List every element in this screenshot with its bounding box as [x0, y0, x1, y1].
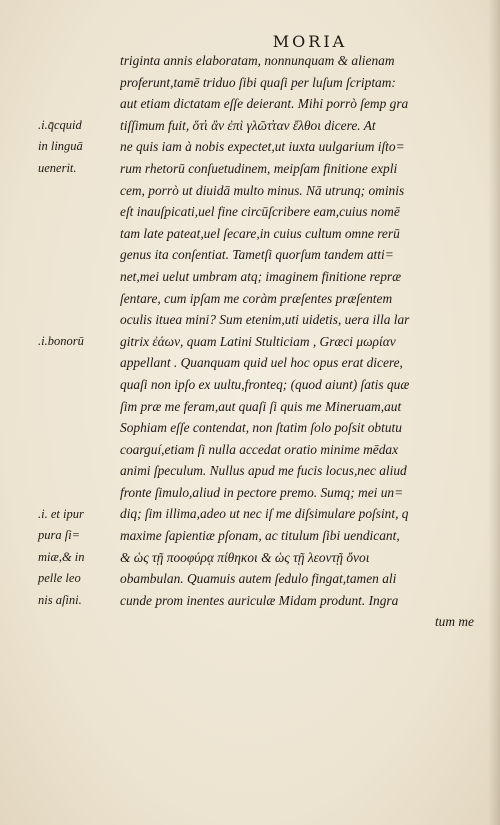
- margin-note-line: in linguā: [38, 139, 83, 154]
- margin-note: [38, 115, 118, 180]
- margin-note-line: .i. et ipur: [38, 506, 84, 521]
- text-line: proferunt,tamē triduo ſibi quaſi per luſum ſcriptam:: [120, 74, 396, 90]
- text-line: ſim præ me feram,aut quaſi ſi quis me Mineruam,aut: [120, 398, 402, 414]
- text-line: cunde prom inentes auriculæ Midam produnt. Ingra: [120, 592, 399, 608]
- margin-note-line: pura ſi=: [38, 528, 81, 543]
- margin-note: [38, 331, 118, 353]
- margin-note-line: miæ,& in: [38, 549, 85, 564]
- text-line: aut etiam dictatam eſſe deierant. Mihi porrò ſemp gra: [120, 96, 409, 112]
- text-line: genus ita conſentiat. Tametſi quorſum tandem atti=: [120, 247, 394, 263]
- margin-note-line: nis aſini.: [38, 592, 82, 607]
- main-text-block: [120, 50, 480, 633]
- text-line: tiſſimum fuit, ὅτ̓ι ἂν ἐπὶ γλῶτ̓ταν ἔλθοι dicere. At: [120, 117, 376, 133]
- margin-note-line: .i.bonorū: [38, 333, 84, 348]
- text-line: oculis ituea mini? Sum etenim,uti uidetis, uera illa lar: [120, 312, 410, 328]
- text-line: rum rhetorū conſuetudinem, meipſam finitione expli: [120, 160, 398, 176]
- text-line: diq; ſim illima,adeo ut nec iſ me diſsimulare poſsint, q: [120, 506, 409, 522]
- text-line: cem, porrò ut diuidā multo minus. Nā utrunq; ominis: [120, 182, 405, 198]
- running-head: MORIA: [272, 32, 348, 51]
- text-line: obambulan. Quamuis autem ſedulo fingat,tamen ali: [120, 571, 397, 587]
- text-line: & ὡς τῇ ποοφύρᾳ πίθηκοι & ὡς τῇ λεοντῇ ὄνοι: [120, 549, 370, 565]
- margin-note-line: .i.q̄cquid: [38, 117, 82, 132]
- text-line: net,mei uelut umbram atq; imaginem finitione repræ: [120, 268, 402, 284]
- text-line: coarguí,etiam ſi nulla accedat oratio minime mēdax: [120, 441, 399, 457]
- margin-note-line: pelle leo: [38, 571, 81, 586]
- text-line: gitrix ἐάων, quam Latini Stulticiam , Græci μωρίαν: [120, 333, 396, 349]
- text-line: appellant . Quanquam quid uel hoc opus erat dicere,: [120, 355, 403, 371]
- text-line: animi ſpeculum. Nullus apud me fucis locus,nec aliud: [120, 463, 407, 479]
- text-line: maxime ſapientiæ pſonam, ac titulum ſibi uendicant,: [120, 528, 400, 544]
- text-line: triginta annis elaboratam, nonnunquam & alienam: [120, 53, 395, 68]
- page-edge-shadow: [488, 0, 500, 825]
- text-line: eſt inauſpicati,uel fine circūſcribere eam,cuius nomē: [120, 204, 400, 220]
- margin-note: [38, 504, 118, 612]
- margin-note-line: uenerit.: [38, 160, 77, 175]
- text-line: Sophiam eſſe contendat, non ſtatim ſolo poſsit obtutu: [120, 420, 402, 436]
- text-line: ſentare, cum ipſam me coràm præſentes præſentem: [120, 290, 393, 306]
- text-line: fronte ſimulo,aliud in pectore premo. Sumq; mei un=: [120, 484, 404, 500]
- text-line: ne quis iam à nobis expectet,ut iuxta uulgarium iſto=: [120, 139, 405, 155]
- text-line: quaſi non ipſo ex uultu,fronteq; (quod aiunt) ſatis quæ: [120, 376, 410, 392]
- text-line: tam late pateat,uel ſecare,in cuius cultum omne rerū: [120, 225, 400, 241]
- catchword: tum me: [434, 614, 474, 630]
